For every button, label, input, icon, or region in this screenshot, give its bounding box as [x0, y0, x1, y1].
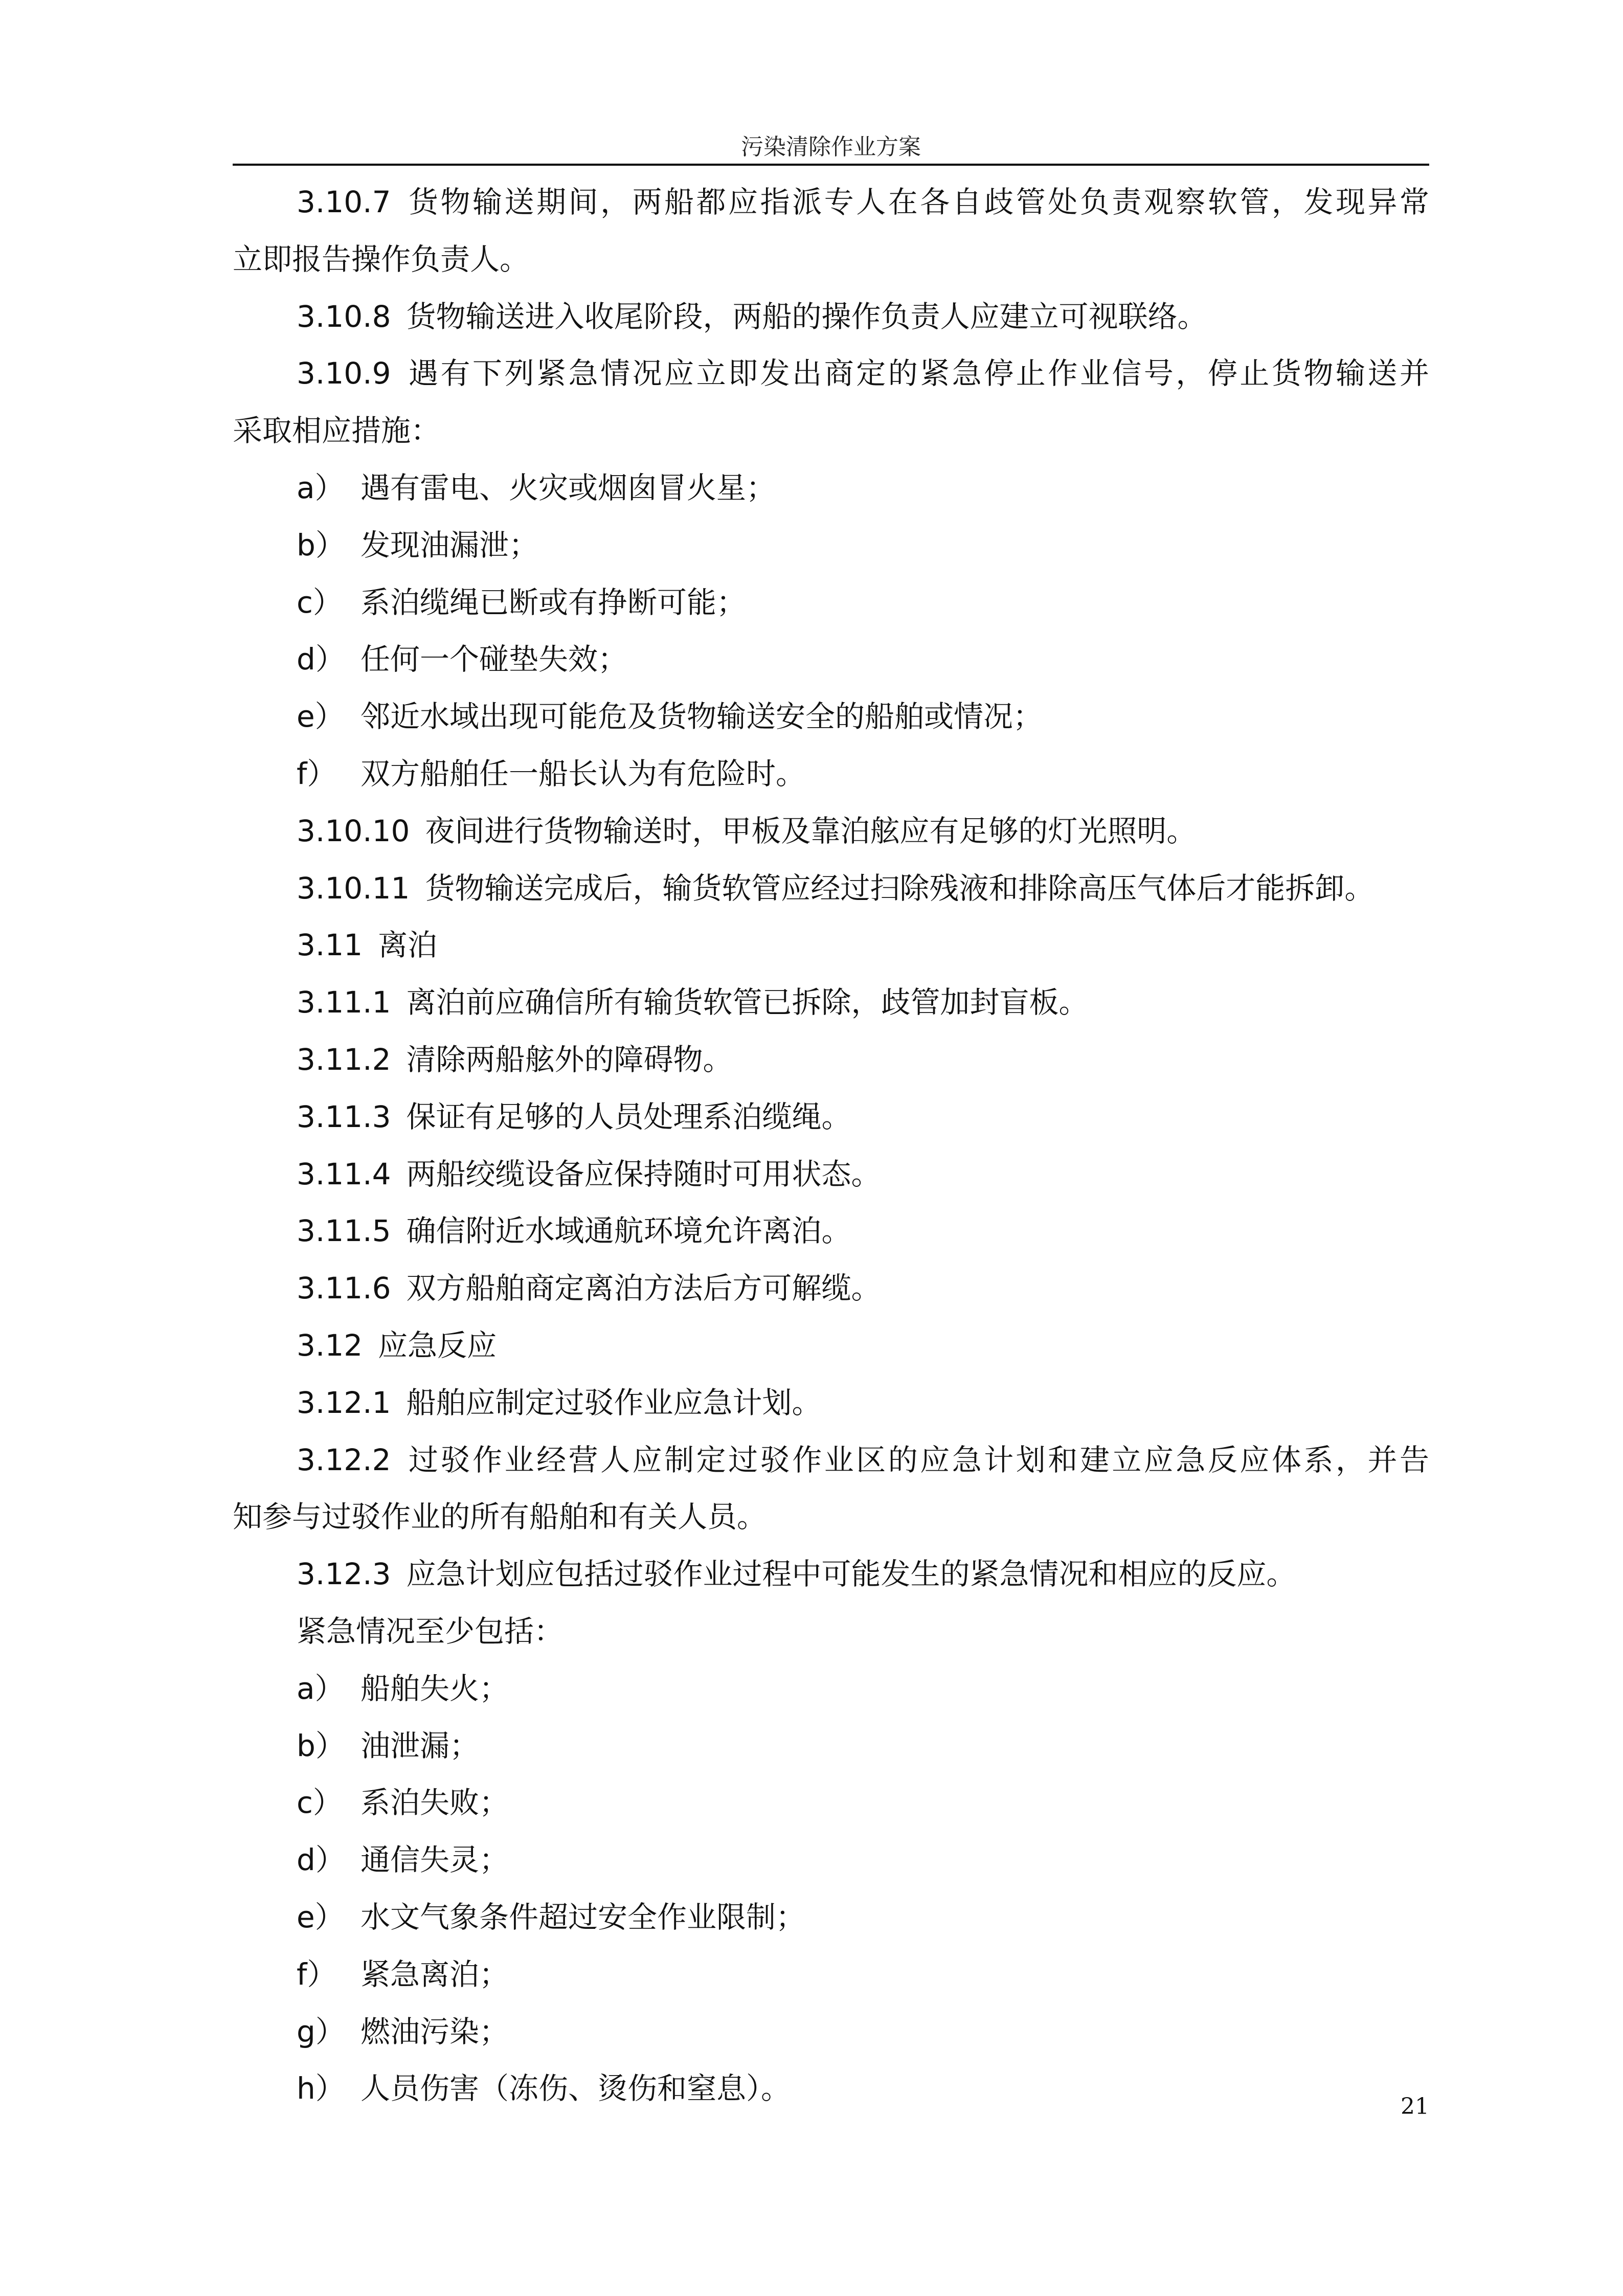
- document-body: [233, 174, 1429, 2118]
- paragraph-3-10-7-line-2: 立即报告操作负责人。: [233, 241, 530, 277]
- clause-number: 3.11.6: [297, 1271, 391, 1306]
- list-item: [233, 1889, 1429, 1946]
- list-item-text: 通信失灵；: [360, 1842, 509, 1878]
- clause-text: 离泊前应确信所有输货软管已拆除，歧管加封盲板。: [406, 985, 1089, 1020]
- list-item: [233, 2004, 1429, 2061]
- paragraph-3-11-3: [233, 1089, 1429, 1146]
- paragraph-3-12-3: [233, 1546, 1429, 1603]
- section-title: 应急反应: [378, 1327, 497, 1363]
- list-marker: f）: [297, 1956, 337, 1992]
- clause-number: 3.10.8: [297, 299, 391, 334]
- clause-number: 3.10.9: [297, 356, 391, 391]
- paragraph-3-11-2: [233, 1031, 1429, 1089]
- clause-number: 3.11.5: [297, 1213, 391, 1249]
- list-item-text: 双方船舶任一船长认为有危险时。: [360, 756, 806, 791]
- list-item-text: 船舶失火；: [360, 1671, 509, 1706]
- page-number: 21: [1401, 2094, 1429, 2120]
- list-item-text: 油泄漏；: [360, 1728, 480, 1763]
- section-number: 3.11: [297, 928, 363, 963]
- list-item: [233, 1718, 1429, 1775]
- list-item-text: 燃油污染；: [360, 2014, 509, 2049]
- list-marker: h）: [297, 2071, 345, 2106]
- clause-text: 清除两船舷外的障碍物。: [406, 1042, 733, 1077]
- list-marker: d）: [297, 1842, 345, 1878]
- clause-number: 3.11.3: [297, 1099, 391, 1134]
- clause-number: 3.11.4: [297, 1156, 391, 1191]
- paragraph-3-10-7-line-1: [233, 174, 1429, 231]
- clause-text: 双方船舶商定离泊方法后方可解缆。: [406, 1271, 881, 1306]
- clause-text: 确信附近水域通航环境允许离泊。: [406, 1213, 851, 1249]
- paragraph-3-12-1: [233, 1375, 1429, 1432]
- list-item-text: 任何一个碰垫失效；: [360, 642, 628, 677]
- list-item-text: 人员伤害（冻伤、烫伤和窒息）。: [360, 2071, 791, 2106]
- paragraph-3-12-2-line-2: 知参与过驳作业的所有船舶和有关人员。: [233, 1499, 767, 1535]
- paragraph-3-11-1: [233, 974, 1429, 1031]
- paragraph-3-12-2-line-1: [233, 1432, 1429, 1489]
- list-item: [233, 517, 1429, 574]
- paragraph-3-10-8: [233, 288, 1429, 346]
- clause-text: 遇有下列紧急情况应立即发出商定的紧急停止作业信号，停止货物输送并: [406, 356, 1429, 391]
- list-item: [233, 688, 1429, 746]
- list-item-text: 遇有雷电、火灾或烟囱冒火星；: [360, 470, 776, 505]
- list-item: [233, 460, 1429, 517]
- clause-number: 3.12.1: [297, 1385, 391, 1420]
- section-heading-3-12: [233, 1317, 1429, 1375]
- clause-text: 夜间进行货物输送时，甲板及靠泊舷应有足够的灯光照明。: [425, 813, 1197, 848]
- section-number: 3.12: [297, 1327, 363, 1363]
- list-item-text: 系泊缆绳已断或有挣断可能；: [360, 584, 747, 620]
- paragraph-3-10-9-line-2: 采取相应措施：: [233, 413, 441, 448]
- list-item: [233, 746, 1429, 803]
- paragraph-3-10-11: [233, 860, 1429, 917]
- clause-text: 货物输送完成后，输货软管应经过扫除残液和排除高压气体后才能拆卸。: [425, 870, 1374, 906]
- clause-number: 3.10.10: [297, 813, 410, 848]
- clause-text: 保证有足够的人员处理系泊缆绳。: [406, 1099, 851, 1134]
- list-item: [233, 1832, 1429, 1889]
- clause-number: 3.12.3: [297, 1557, 391, 1592]
- clause-text: 货物输送期间，两船都应指派专人在各自歧管处负责观察软管，发现异常: [406, 185, 1429, 219]
- clause-text: 船舶应制定过驳作业应急计划。: [406, 1385, 822, 1420]
- list-marker: c）: [297, 1785, 343, 1820]
- paragraph-3-11-4: [233, 1146, 1429, 1203]
- list-marker: e）: [297, 699, 345, 734]
- list-marker: c）: [297, 584, 343, 620]
- clause-number: 3.11.1: [297, 985, 391, 1020]
- clause-number: 3.10.11: [297, 870, 410, 906]
- clause-number: 3.11.2: [297, 1042, 391, 1077]
- list-item-text: 紧急离泊；: [360, 1956, 509, 1992]
- paragraph-3-10-9-line-1: [233, 345, 1429, 402]
- list-item: [233, 574, 1429, 632]
- list-marker: b）: [297, 1728, 345, 1763]
- list-item-text: 发现油漏泄；: [360, 527, 539, 562]
- clause-text: 过驳作业经营人应制定过驳作业区的应急计划和建立应急反应体系，并告: [406, 1442, 1429, 1477]
- clause-text: 两船绞缆设备应保持随时可用状态。: [406, 1156, 881, 1191]
- paragraph-3-12-3-lead: 紧急情况至少包括：: [297, 1613, 564, 1649]
- list-item-text: 系泊失败；: [360, 1785, 509, 1820]
- header-rule: [233, 164, 1429, 166]
- list-marker: e）: [297, 1899, 345, 1934]
- list-item-text: 水文气象条件超过安全作业限制；: [360, 1899, 806, 1934]
- list-marker: a）: [297, 1671, 345, 1706]
- paragraph-3-11-6: [233, 1260, 1429, 1317]
- clause-text: 应急计划应包括过驳作业过程中可能发生的紧急情况和相应的反应。: [406, 1557, 1296, 1592]
- page-header-title: 污染清除作业方案: [741, 134, 921, 160]
- list-marker: f）: [297, 756, 337, 791]
- list-marker: g）: [297, 2014, 345, 2049]
- list-item: [233, 2060, 1429, 2118]
- list-marker: d）: [297, 642, 345, 677]
- section-title: 离泊: [378, 928, 438, 963]
- list-item: [233, 1660, 1429, 1718]
- list-item: [233, 1774, 1429, 1832]
- paragraph-3-11-5: [233, 1203, 1429, 1260]
- paragraph-3-10-10: [233, 803, 1429, 860]
- clause-number: 3.10.7: [297, 185, 391, 219]
- list-item: [233, 1946, 1429, 2004]
- list-marker: b）: [297, 527, 345, 562]
- clause-text: 货物输送进入收尾阶段，两船的操作负责人应建立可视联络。: [406, 299, 1207, 334]
- list-item: [233, 631, 1429, 688]
- clause-number: 3.12.2: [297, 1442, 391, 1477]
- section-heading-3-11: [233, 917, 1429, 974]
- list-marker: a）: [297, 470, 345, 505]
- list-item-text: 邻近水域出现可能危及货物输送安全的船舶或情况；: [360, 699, 1043, 734]
